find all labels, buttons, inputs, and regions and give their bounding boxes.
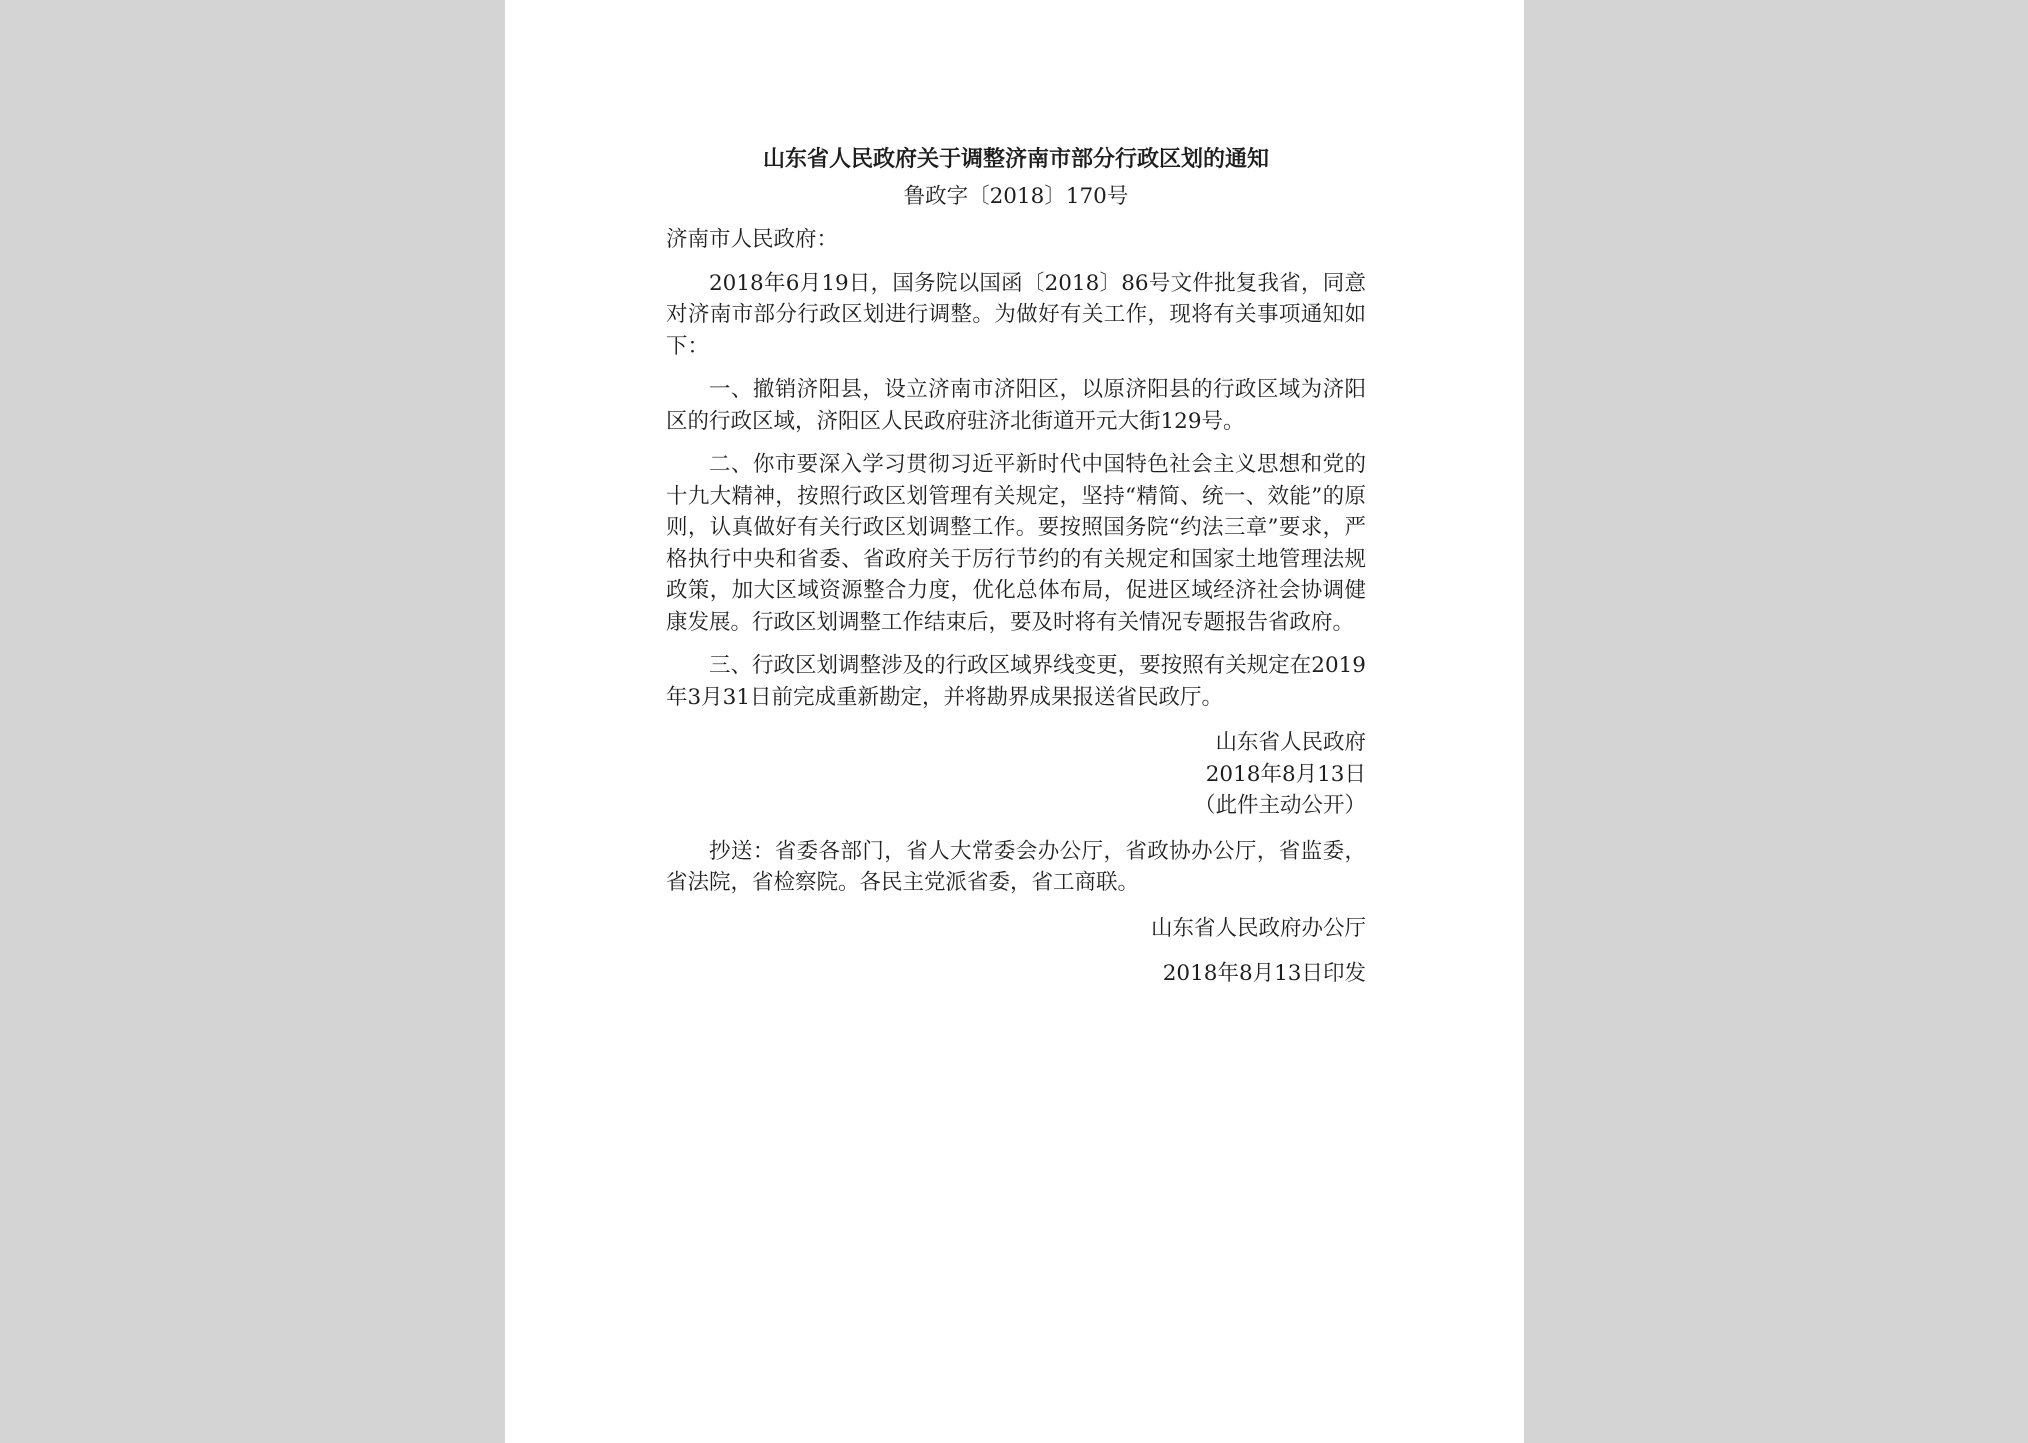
cc-list: 抄送：省委各部门，省人大常委会办公厅，省政协办公厅，省监委，省法院，省检察院。各民主党派省委，省工商联。	[666, 838, 1366, 895]
document-number: 鲁政字〔2018〕170号	[903, 184, 1129, 209]
paragraph-item-2: 二、你市要深入学习贯彻习近平新时代中国特色社会主义思想和党的十九大精神，按照行政区划管理有关规定，坚持“精简、统一、效能”的原则，认真做好有关行政区划调整工作。要按照国务院“约法三章”要求，严格执行中央和省委、省政府关于厉行节约的有关规定和国家土地管理法规政策，加大区域资源整合力度，优化总体布局，促进区域经济社会协调健康发展。行政区划调整工作结束后，要及时将有关情况专题报告省政府。	[666, 452, 1366, 635]
paragraph-item-3: 三、行政区划调整涉及的行政区域界线变更，要按照有关规定在2019年3月31日前完成重新勘定，并将勘界成果报送省民政厅。	[666, 653, 1366, 710]
document-content	[666, 140, 1366, 990]
document-page	[505, 0, 1524, 1443]
disclosure-note: （此件主动公开）	[1193, 793, 1366, 818]
document-title: 山东省人民政府关于调整济南市部分行政区划的通知	[762, 146, 1269, 172]
issuer: 山东省人民政府办公厅	[1150, 915, 1366, 941]
paragraph-intro: 2018年6月19日，国务院以国函〔2018〕86号文件批复我省，同意对济南市部分行政区划进行调整。为做好有关工作，现将有关事项通知如下：	[666, 270, 1366, 359]
issue-date: 2018年8月13日印发	[1162, 961, 1366, 986]
signature-org: 山东省人民政府	[1215, 730, 1366, 755]
signature-block	[666, 727, 1366, 822]
salutation: 济南市人民政府：	[666, 227, 839, 252]
paragraph-item-1: 一、撤销济阳县，设立济南市济阳区，以原济阳县的行政区域为济阳区的行政区域，济阳区人民政府驻济北街道开元大街129号。	[666, 377, 1366, 434]
signature-date: 2018年8月13日	[1205, 761, 1366, 787]
